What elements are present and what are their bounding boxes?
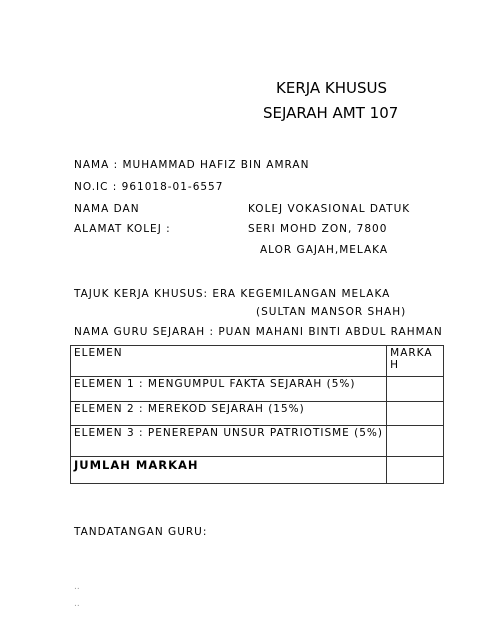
table-total-row (71, 457, 444, 484)
elemen-1: ELEMEN 1 : MENGUMPUL FAKTA SEJARAH (5%) (71, 377, 387, 402)
college-line1: KOLEJ VOKASIONAL DATUK (248, 203, 411, 215)
table-row (71, 402, 444, 426)
markah-cell (387, 426, 444, 457)
footer-dots: .. (74, 582, 80, 592)
student-ic: NO.IC : 961018-01-6557 (74, 181, 224, 193)
markah-cell (387, 402, 444, 426)
document-title: KERJA KHUSUS (276, 79, 388, 97)
table-row (71, 426, 444, 457)
college-line3: ALOR GAJAH,MELAKA (260, 244, 389, 256)
alamat-kolej-label: ALAMAT KOLEJ : (74, 223, 171, 235)
document-subtitle: SEJARAH AMT 107 (263, 104, 399, 122)
elemen-3: ELEMEN 3 : PENEREPAN UNSUR PATRIOTISME (5%) (71, 426, 387, 457)
student-name: NAMA : MUHAMMAD HAFIZ BIN AMRAN (74, 159, 310, 171)
markah-cell (387, 377, 444, 402)
table-row (71, 377, 444, 402)
marks-table (70, 345, 444, 484)
total-cell (387, 457, 444, 484)
teacher-name: NAMA GURU SEJARAH : PUAN MAHANI BINTI ABDUL RAHMAN (74, 326, 443, 338)
tajuk-line2: (SULTAN MANSOR SHAH) (256, 306, 407, 318)
footer-dots: .. (74, 599, 80, 609)
nama-dan-label: NAMA DAN (74, 203, 140, 215)
elemen-2: ELEMEN 2 : MEREKOD SEJARAH (15%) (71, 402, 387, 426)
header-elemen: ELEMEN (71, 346, 387, 377)
jumlah-markah: JUMLAH MARKAH (71, 457, 387, 484)
signature-label: TANDATANGAN GURU: (74, 526, 208, 538)
table-header-row (71, 346, 444, 377)
header-markah: MARKAH (387, 346, 444, 377)
college-line2: SERI MOHD ZON, 7800 (248, 223, 388, 235)
tajuk-line1: TAJUK KERJA KHUSUS: ERA KEGEMILANGAN MELAKA (74, 288, 391, 300)
